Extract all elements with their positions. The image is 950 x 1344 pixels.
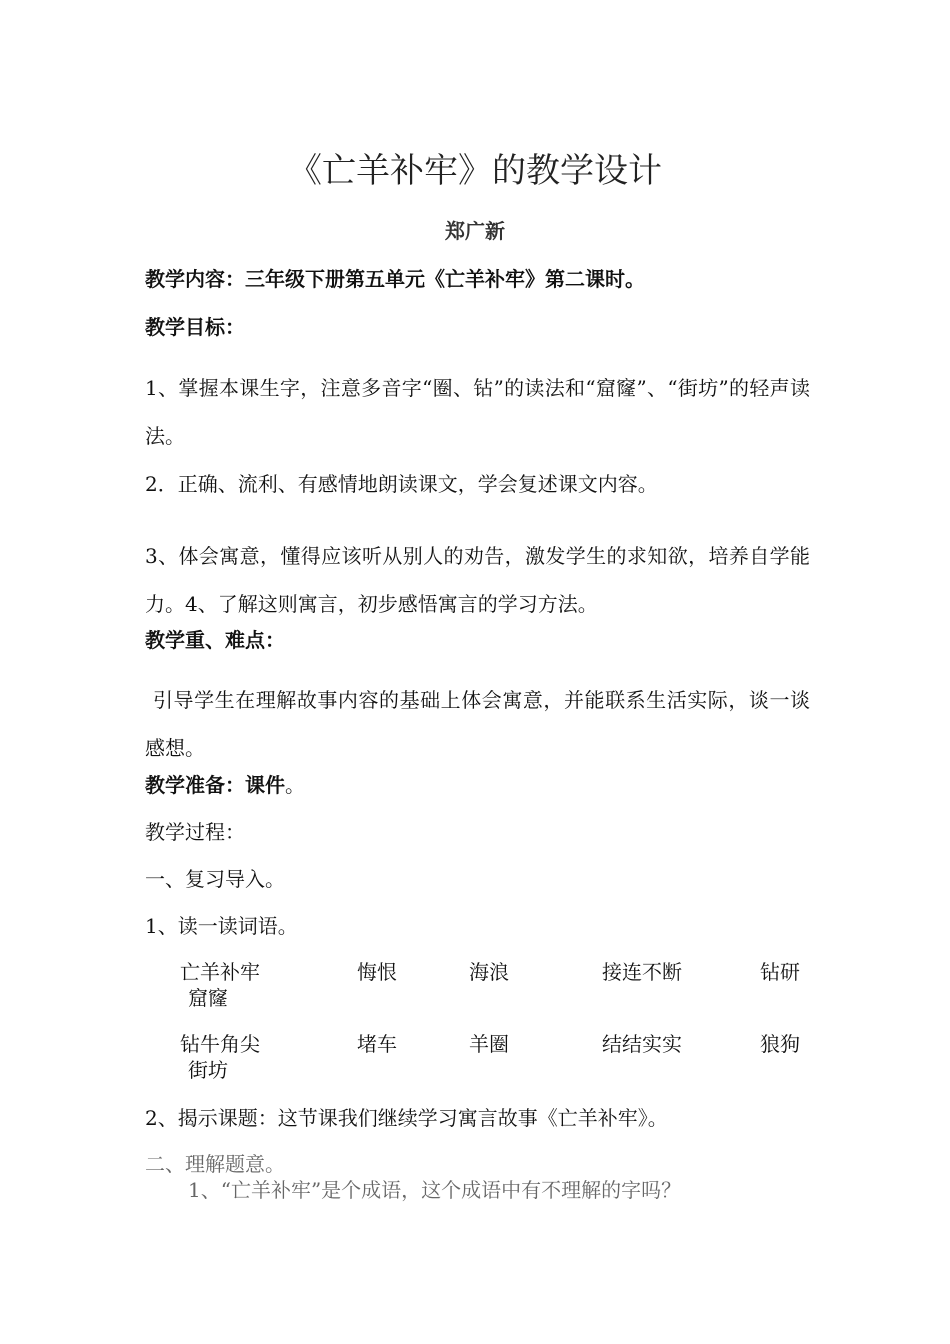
word-cell: 悔恨 [357,960,397,984]
prep-line [145,770,305,801]
word-cell: 狼狗 [760,1032,800,1056]
step-2-heading: 二、理解题意。 [145,1152,285,1176]
goals-heading: 教学目标： [145,315,245,339]
word-cell: 海浪 [469,960,509,984]
word-cell: 钻牛角尖 [180,1032,260,1056]
goal-item-1: 1、掌握本课生字，注意多音字“圈、钻”的读法和“窟窿”、“街坊”的轻声读法。 [145,376,810,448]
key-points-text: 引导学生在理解故事内容的基础上体会寓意，并能联系生活实际，谈一谈感想。 [145,688,810,760]
word-cell: 亡羊补牢 [180,960,260,984]
word-cell: 钻研 [760,960,800,984]
teaching-content: 教学内容：三年级下册第五单元《亡羊补牢》第二课时。 [145,267,645,291]
word-cell: 窟窿 [188,986,228,1010]
word-cell: 羊圈 [469,1032,509,1056]
goal-item-2: 2．正确、流利、有感情地朗读课文，学会复述课文内容。 [145,472,658,496]
document-title: 《亡羊补牢》的教学设计 [288,151,662,191]
word-cell: 堵车 [357,1032,397,1056]
word-cell: 接连不断 [602,960,682,984]
step-1-heading: 一、复习导入。 [145,867,285,891]
process-heading: 教学过程： [145,820,245,844]
step-1-1: 1、读一读词语。 [145,914,298,938]
word-cell: 结结实实 [602,1032,682,1056]
word-cell: 街坊 [188,1058,228,1082]
goal-item-3: 3、体会寓意，懂得应该听从别人的劝告，激发学生的求知欲，培养自学能力。4、了解这则寓言，初步感悟寓言的学习方法。 [145,544,810,616]
prep-suffix: 。 [285,773,305,797]
author-name: 郑广新 [445,219,505,243]
step-2-1: 1、“亡羊补牢”是个成语，这个成语中有不理解的字吗？ [188,1178,682,1202]
key-points-heading: 教学重、难点： [145,628,285,652]
step-1-2: 2、揭示课题：这节课我们继续学习寓言故事《亡羊补牢》。 [145,1106,668,1130]
prep-label: 教学准备：课件 [145,773,285,797]
